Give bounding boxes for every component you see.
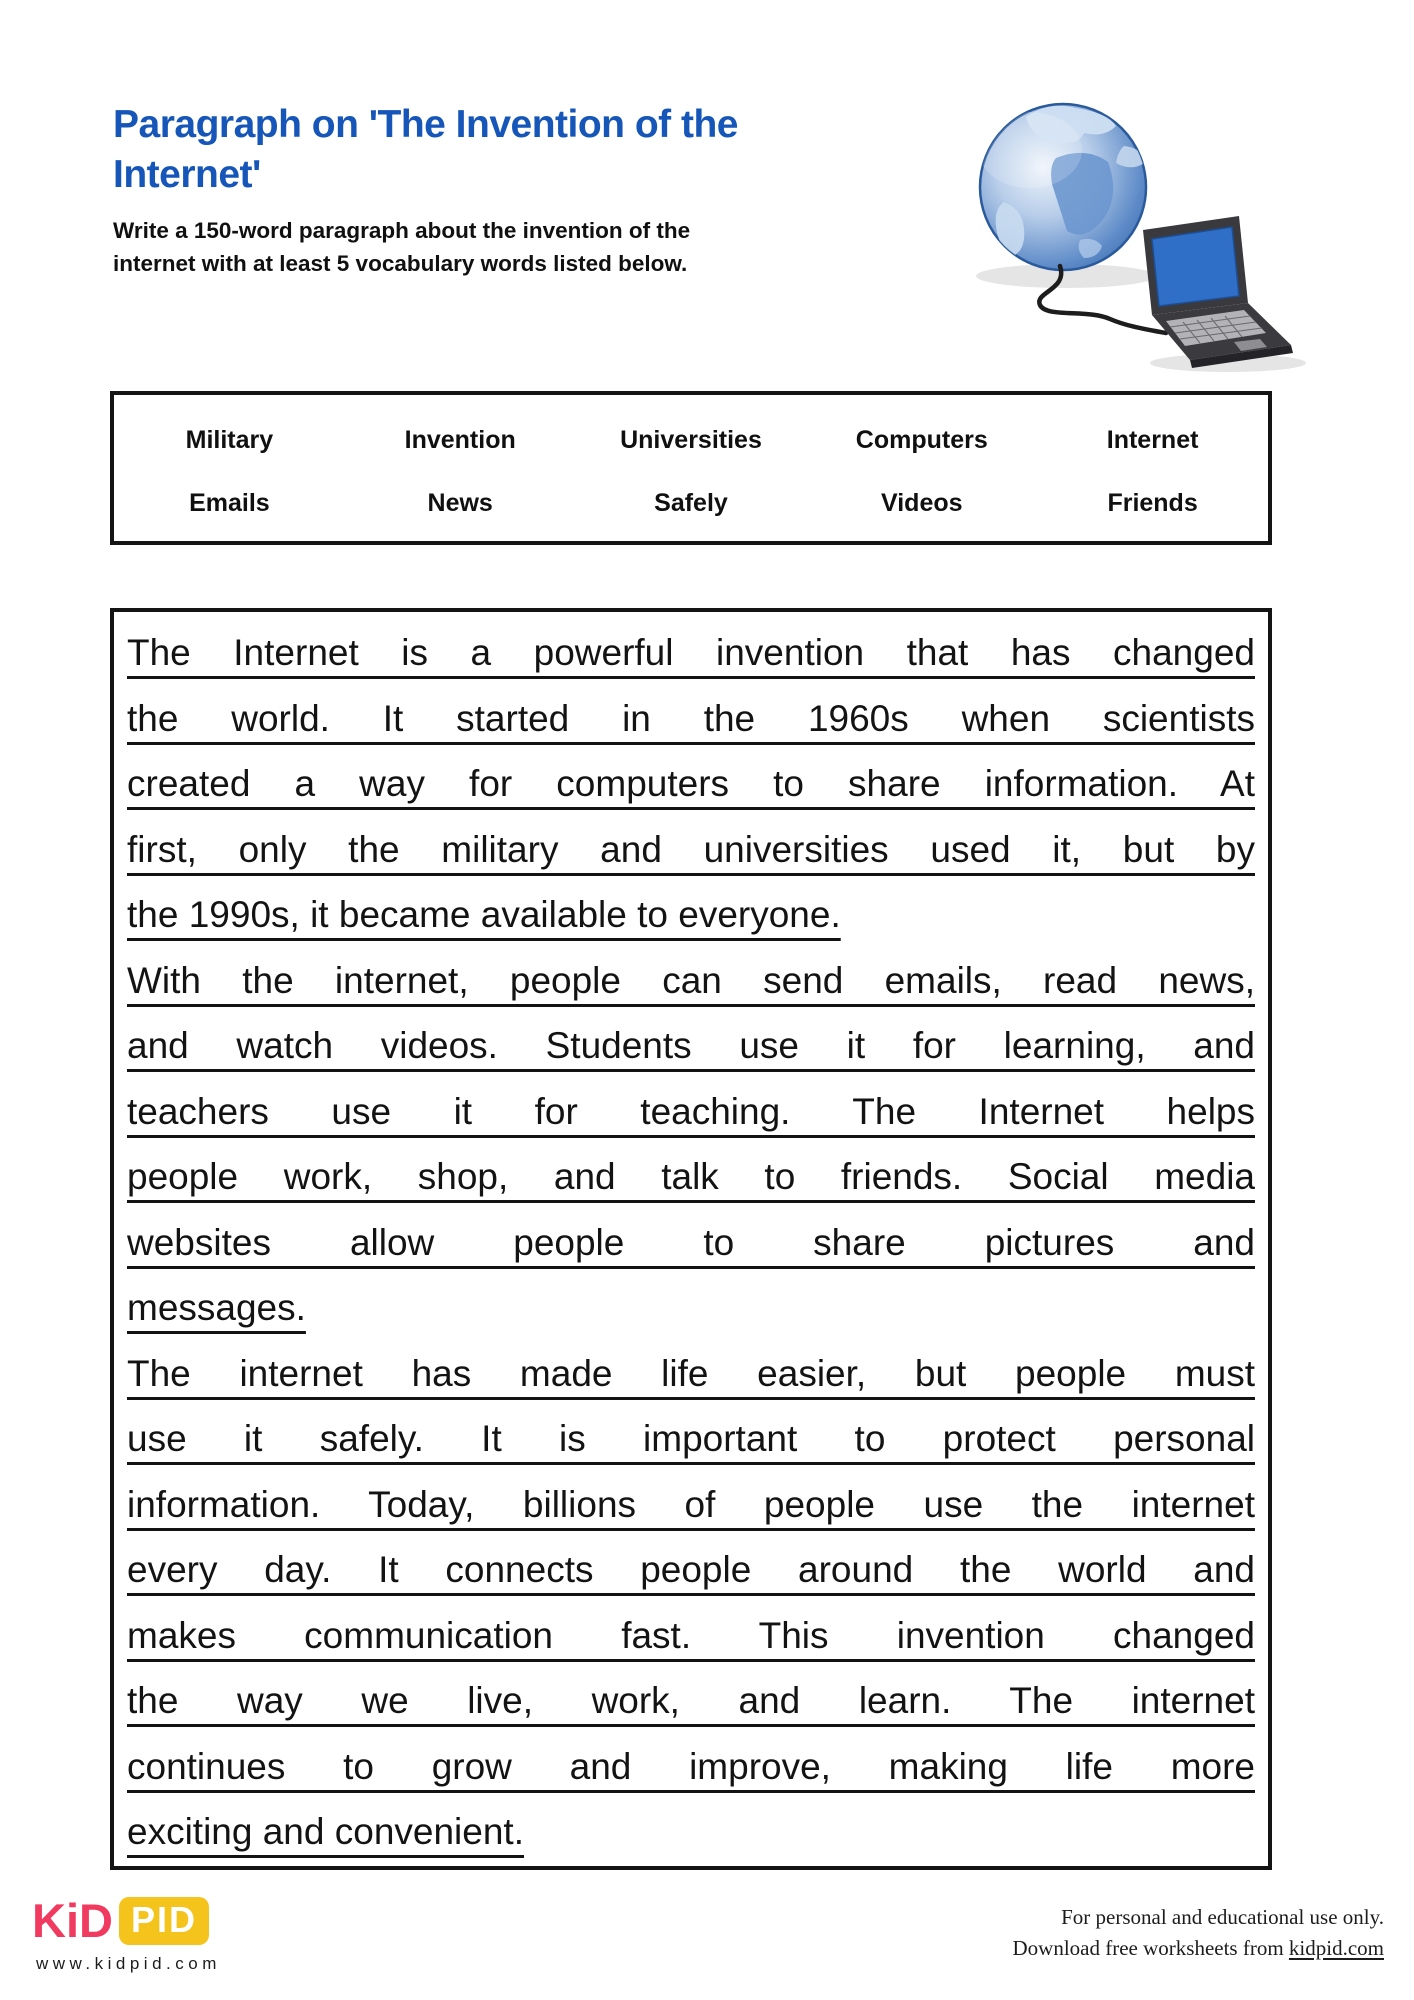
vocab-word: Computers [855, 426, 988, 454]
paragraph-line: people work, shop, and talk to friends. Social media [127, 1156, 1255, 1197]
footer-note-line1: For personal and educational use only. [1061, 1905, 1384, 1929]
page-title-line1: Paragraph on 'The Invention of the [113, 103, 738, 146]
instructions-line1: Write a 150-word paragraph about the invention of the [113, 218, 691, 243]
paragraph-line: websites allow people to share pictures and [127, 1221, 1255, 1263]
paragraph-line: the way we live, work, and learn. The internet [127, 1680, 1255, 1721]
vocab-word: Military [185, 426, 274, 454]
logo-website-url: www.kidpid.com [36, 1954, 221, 1973]
paragraph-box [110, 608, 1272, 1870]
logo-kid-text: KiD [32, 1894, 113, 1947]
vocab-word: Safely [654, 489, 728, 517]
kidpid-logo [32, 1896, 209, 1946]
page-title-line2: Internet' [113, 153, 261, 196]
paragraph-line: exciting and convenient. [127, 1811, 524, 1852]
paragraph-line: the world. It started in the 1960s when scientists [127, 697, 1255, 739]
paragraph-line: use it safely. It is important to protect personal [127, 1418, 1255, 1459]
vocabulary-grid [114, 395, 1268, 531]
footer-note [764, 1902, 1384, 1964]
kidpid-link[interactable]: kidpid.com [1288, 1936, 1384, 1960]
vocab-word: Invention [404, 426, 516, 454]
paragraph-line: continues to grow and improve, making life more [127, 1745, 1255, 1787]
paragraph-line: information. Today, billions of people use the internet [127, 1483, 1255, 1525]
paragraph-line: With the internet, people can send emails, read news, [127, 959, 1255, 1001]
paragraph-line: and watch videos. Students use it for learning, and [127, 1025, 1255, 1066]
vocab-word: Friends [1107, 489, 1198, 517]
paragraph-line: first, only the military and universities used it, but by [127, 828, 1255, 870]
paragraph-line: every day. It connects people around the world and [127, 1549, 1255, 1590]
paragraph-line: messages. [127, 1287, 306, 1328]
paragraph-lines [127, 620, 1255, 1865]
footer-note-line2-prefix: Download free worksheets from [1012, 1936, 1289, 1960]
vocab-word: News [427, 489, 493, 517]
globe-laptop-illustration [938, 62, 1378, 372]
paragraph-line: makes communication fast. This invention changed [127, 1614, 1255, 1656]
footer-note-line2 [764, 1933, 1384, 1964]
vocabulary-box [110, 391, 1272, 545]
paragraph-line: The Internet is a powerful invention that has changed [127, 632, 1255, 673]
laptop-icon [1143, 216, 1293, 368]
globe-icon [978, 104, 1146, 270]
vocab-word: Internet [1106, 426, 1199, 454]
paragraph-line: the 1990s, it became available to everyone. [127, 894, 841, 935]
vocab-word: Emails [189, 489, 270, 517]
paragraph-line: created a way for computers to share information. At [127, 763, 1255, 804]
page-title [113, 100, 993, 200]
vocab-word: Universities [620, 426, 762, 454]
paragraph-line: The internet has made life easier, but people must [127, 1352, 1255, 1394]
instructions-line2: internet with at least 5 vocabulary words listed below. [113, 251, 688, 276]
vocab-word: Videos [881, 489, 963, 517]
logo-pid-badge: PID [119, 1897, 209, 1945]
paragraph-line: teachers use it for teaching. The Internet helps [127, 1090, 1255, 1132]
instructions-text [113, 214, 833, 280]
